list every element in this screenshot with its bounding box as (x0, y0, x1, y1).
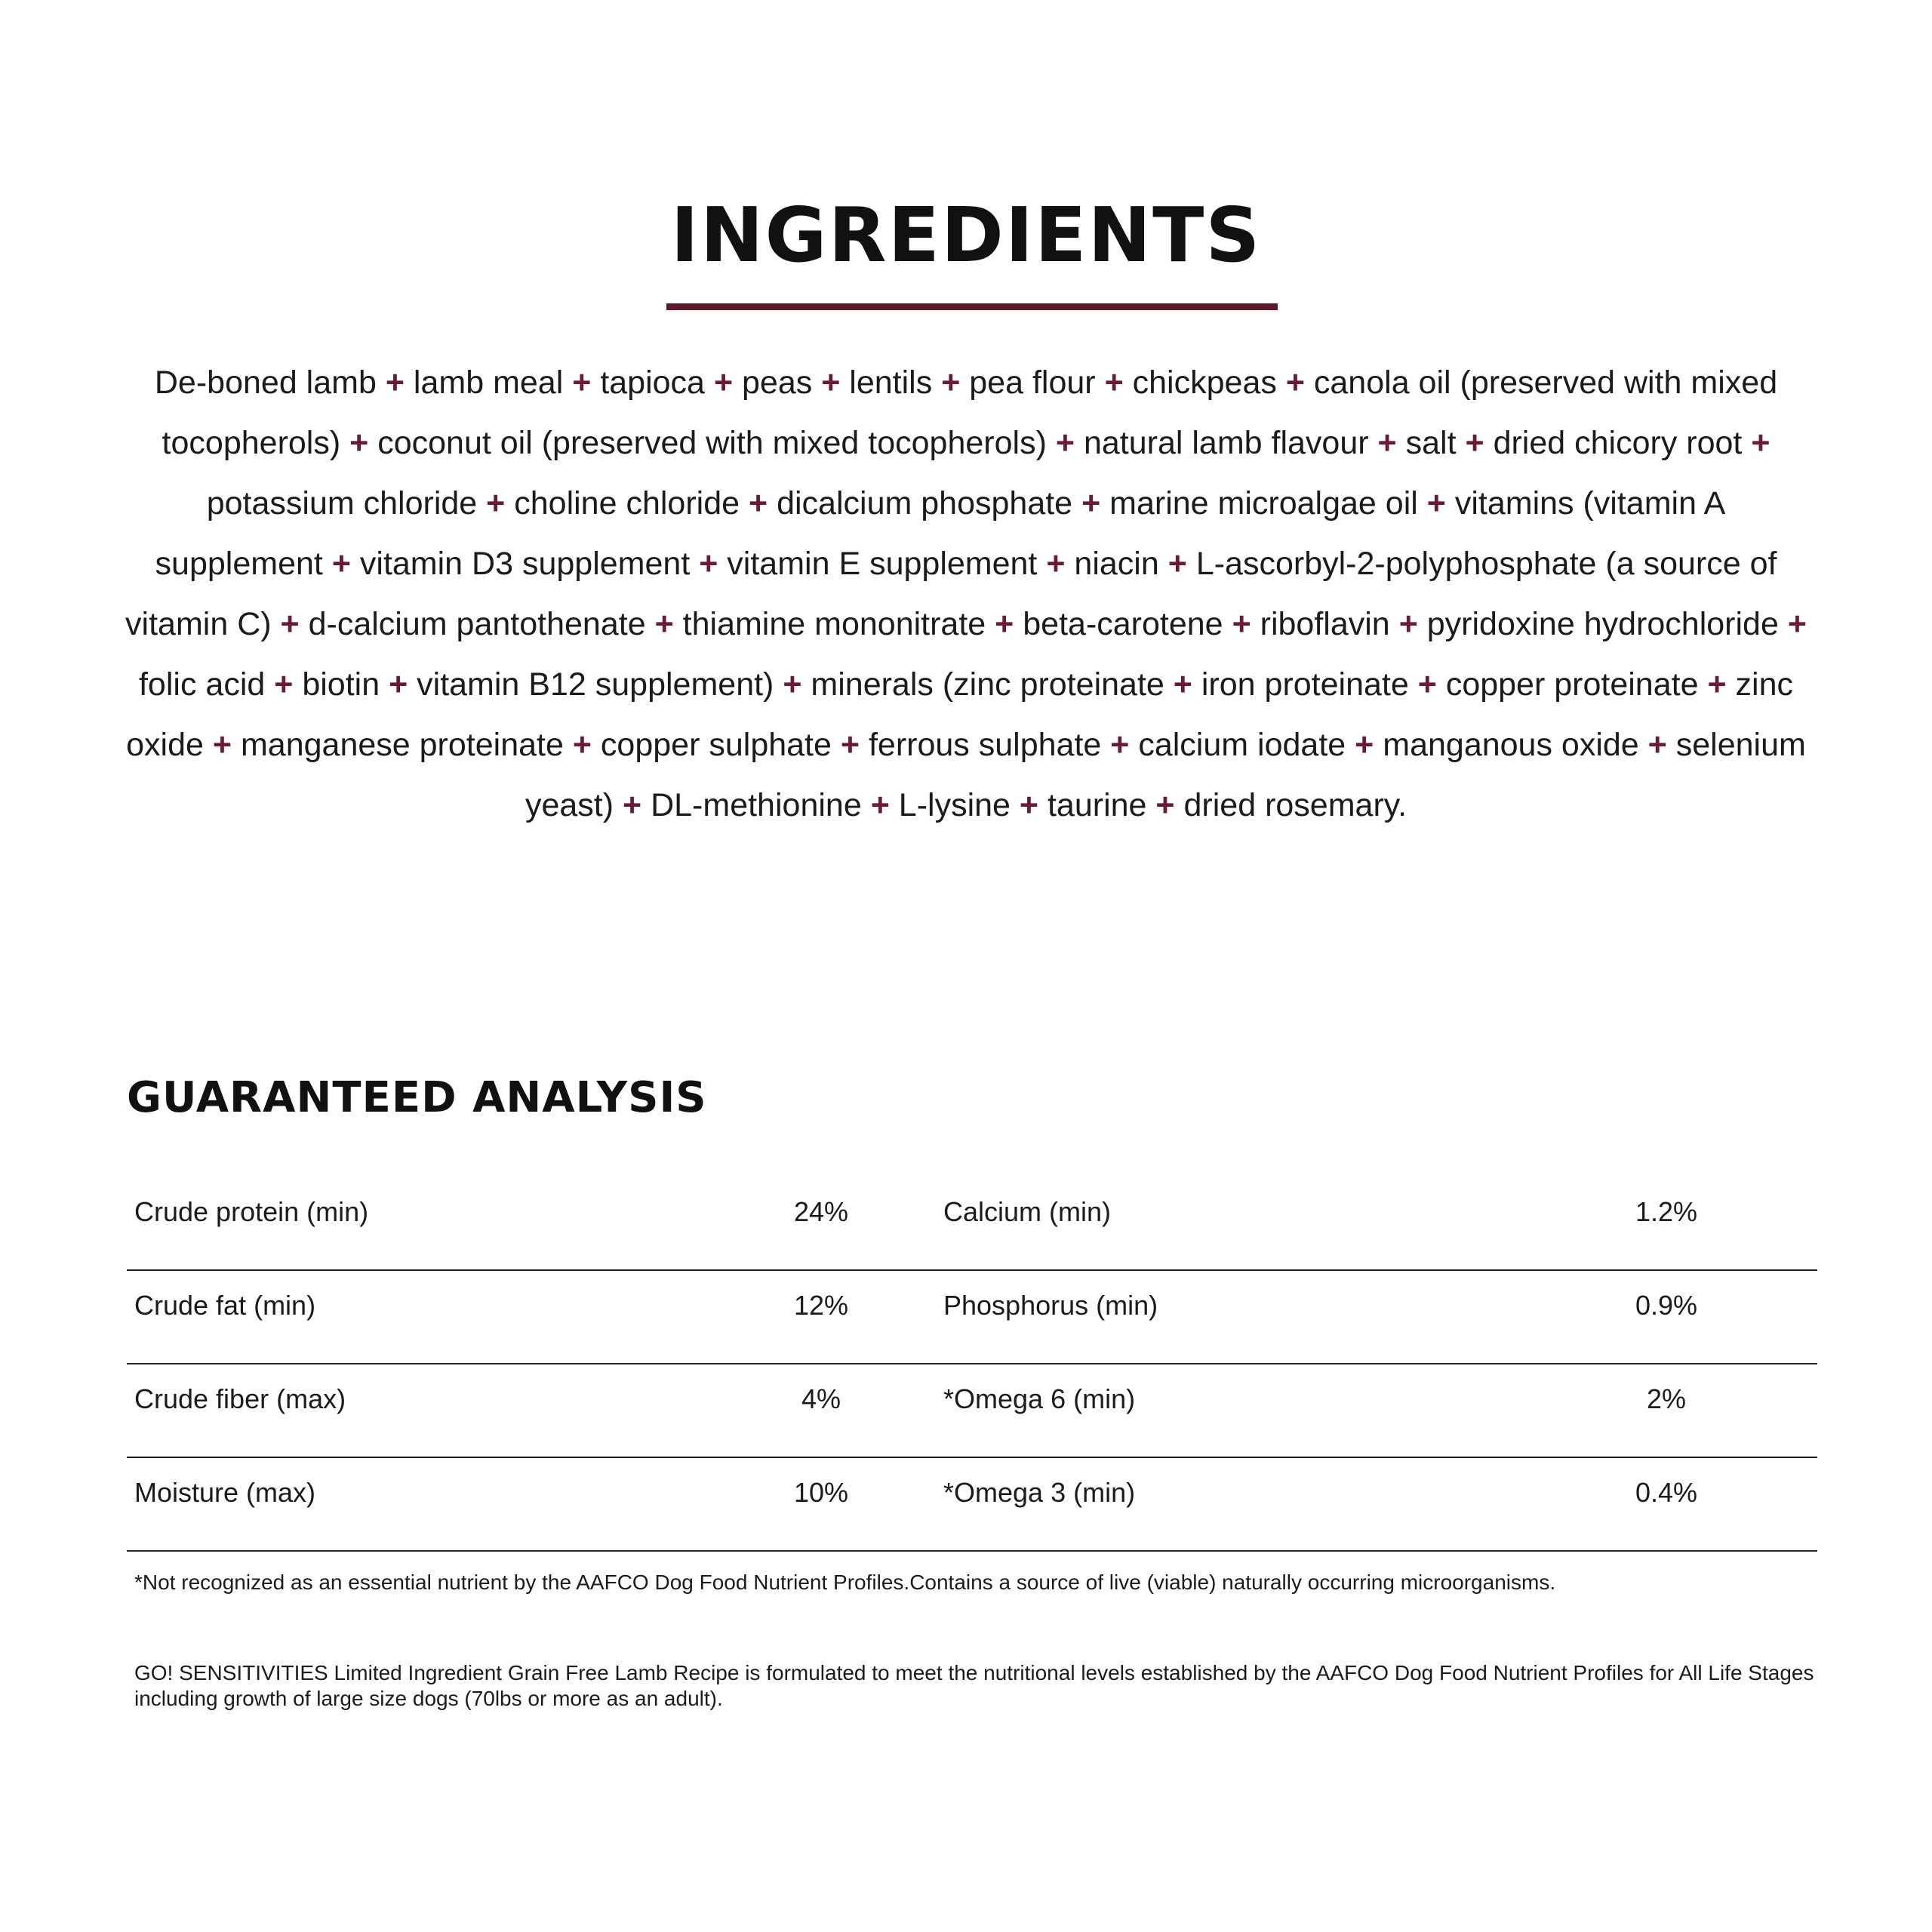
plus-separator: + (783, 666, 802, 703)
nutrient-value: 12% (793, 1290, 849, 1321)
plus-separator: + (212, 727, 232, 763)
ingredient-item: L-lysine (898, 787, 1011, 823)
ingredient-item: L-ascorbyl-2-polyphosphate (a source of vitamin C) (125, 546, 1777, 642)
ingredient-item: tapioca (600, 365, 705, 401)
ingredient-item: coconut oil (preserved with mixed tocopherols) (377, 425, 1047, 461)
ingredient-item: taurine (1047, 787, 1147, 823)
ingredient-item: calcium iodate (1138, 727, 1346, 763)
plus-separator: + (1787, 606, 1807, 642)
ingredient-item: iron proteinate (1201, 666, 1409, 703)
ingredient-item: manganous oxide (1383, 727, 1639, 763)
nutrient-value: 1.2% (1635, 1196, 1698, 1227)
plus-separator: + (1647, 727, 1667, 763)
ingredient-item: copper proteinate (1445, 666, 1699, 703)
plus-separator: + (331, 546, 351, 582)
ingredient-item: potassium chloride (206, 485, 478, 521)
plus-separator: + (1104, 365, 1124, 401)
plus-separator: + (699, 546, 718, 582)
ingredient-item: pyridoxine hydrochloride (1426, 606, 1779, 642)
plus-separator: + (995, 606, 1014, 642)
plus-separator: + (572, 365, 592, 401)
ingredient-item: DL-methionine (651, 787, 862, 823)
table-row (127, 1364, 1817, 1458)
ingredient-item: lamb meal (413, 365, 564, 401)
ingredient-item: biotin (302, 666, 380, 703)
nutrient-value: 2% (1646, 1383, 1687, 1414)
footnote: *Not recognized as an essential nutrient by the AAFCO Dog Food Nutrient Profiles.Contains a source of live (viable) naturally occurring microorganisms. (134, 1571, 1556, 1594)
plus-separator: + (749, 485, 768, 521)
ingredient-item: niacin (1074, 546, 1159, 582)
table-row (127, 1458, 1817, 1552)
ingredient-item: lentils (849, 365, 933, 401)
ingredient-item: vitamin B12 supplement) (417, 666, 774, 703)
nutrient-value: 24% (793, 1196, 849, 1227)
plus-separator: + (385, 365, 405, 401)
ingredient-item: canola oil (preserved with mixed tocopherols) (162, 365, 1778, 461)
nutrient-label: *Omega 3 (min) (943, 1477, 1136, 1508)
plus-separator: + (713, 365, 734, 401)
ingredient-item: selenium yeast) (525, 727, 1806, 823)
nutrient-value: 0.4% (1635, 1477, 1698, 1508)
nutrient-label: Moisture (max) (134, 1477, 316, 1508)
plus-separator: + (274, 666, 294, 703)
nutrient-label: Crude fiber (max) (134, 1383, 346, 1414)
nutrient-label: Phosphorus (min) (943, 1290, 1158, 1321)
plus-separator: + (1173, 666, 1192, 703)
plus-separator: + (486, 485, 506, 521)
ingredient-item: vitamin E supplement (727, 546, 1038, 582)
nutrient-label: Calcium (min) (943, 1196, 1112, 1227)
table-row (127, 1271, 1817, 1364)
ingredients-list (121, 352, 1811, 835)
ingredient-item: marine microalgae oil (1109, 485, 1418, 521)
plus-separator: + (870, 787, 890, 823)
plus-separator: + (1355, 727, 1374, 763)
ingredient-item: manganese proteinate (240, 727, 564, 763)
plus-separator: + (1055, 425, 1075, 461)
ingredient-item: folic acid (138, 666, 266, 703)
nutrient-label: Crude protein (min) (134, 1196, 369, 1227)
plus-separator: + (572, 727, 592, 763)
plus-separator: + (1046, 546, 1066, 582)
table-row (127, 1177, 1817, 1271)
plus-separator: + (1019, 787, 1039, 823)
ingredient-item: vitamin D3 supplement (359, 546, 691, 582)
ingredient-item: minerals (zinc proteinate (811, 666, 1164, 703)
nutrient-label: Crude fat (min) (134, 1290, 316, 1321)
ingredient-item: De-boned lamb (154, 365, 377, 401)
plus-separator: + (1377, 425, 1397, 461)
analysis-table (127, 1177, 1817, 1552)
plus-separator: + (349, 425, 369, 461)
ingredient-item: dried rosemary. (1183, 787, 1407, 823)
nutrient-value: 0.9% (1635, 1290, 1698, 1321)
plus-separator: + (623, 787, 642, 823)
ingredient-item: thiamine mononitrate (682, 606, 986, 642)
ingredient-item: chickpeas (1132, 365, 1277, 401)
plus-separator: + (1465, 425, 1484, 461)
ingredient-item: salt (1405, 425, 1457, 461)
ingredient-item: vitamins (vitamin A supplement (155, 485, 1726, 582)
nutrient-value: 10% (793, 1477, 849, 1508)
plus-separator: + (1110, 727, 1130, 763)
guaranteed-analysis-title: GUARANTEED ANALYSIS (127, 1073, 707, 1122)
plus-separator: + (1081, 485, 1101, 521)
plus-separator: + (1751, 425, 1770, 461)
plus-separator: + (1168, 546, 1187, 582)
plus-separator: + (1417, 666, 1437, 703)
ingredients-title: INGREDIENTS (670, 191, 1262, 279)
ingredient-item: choline chloride (514, 485, 740, 521)
plus-separator: + (654, 606, 674, 642)
ingredient-item: copper sulphate (600, 727, 832, 763)
plus-separator: + (821, 365, 841, 401)
plus-separator: + (941, 365, 961, 401)
plus-separator: + (840, 727, 860, 763)
ingredient-item: natural lamb flavour (1083, 425, 1369, 461)
plus-separator: + (1232, 606, 1251, 642)
ingredient-item: zinc oxide (126, 666, 1793, 763)
plus-separator: + (280, 606, 300, 642)
plus-separator: + (1155, 787, 1175, 823)
ingredient-item: d-calcium pantothenate (308, 606, 646, 642)
plus-separator: + (389, 666, 408, 703)
ingredient-item: pea flour (969, 365, 1096, 401)
ingredient-item: ferrous sulphate (868, 727, 1102, 763)
plus-separator: + (1707, 666, 1727, 703)
nutrient-label: *Omega 6 (min) (943, 1383, 1136, 1414)
plus-separator: + (1426, 485, 1446, 521)
ingredient-item: riboflavin (1260, 606, 1390, 642)
aafco-statement: GO! SENSITIVITIES Limited Ingredient Grain Free Lamb Recipe is formulated to meet the nutritional levels established by the AAFCO Dog Food Nutrient Profiles for All Life Stages including growth of large size dogs (70lbs or more as an adult). (134, 1661, 1814, 1710)
title-underline (666, 303, 1278, 310)
plus-separator: + (1398, 606, 1418, 642)
plus-separator: + (1285, 365, 1305, 401)
ingredient-item: peas (742, 365, 813, 401)
nutrient-value: 4% (801, 1383, 841, 1414)
ingredient-item: dicalcium phosphate (777, 485, 1073, 521)
ingredient-item: dried chicory root (1493, 425, 1743, 461)
ingredient-item: beta-carotene (1023, 606, 1223, 642)
